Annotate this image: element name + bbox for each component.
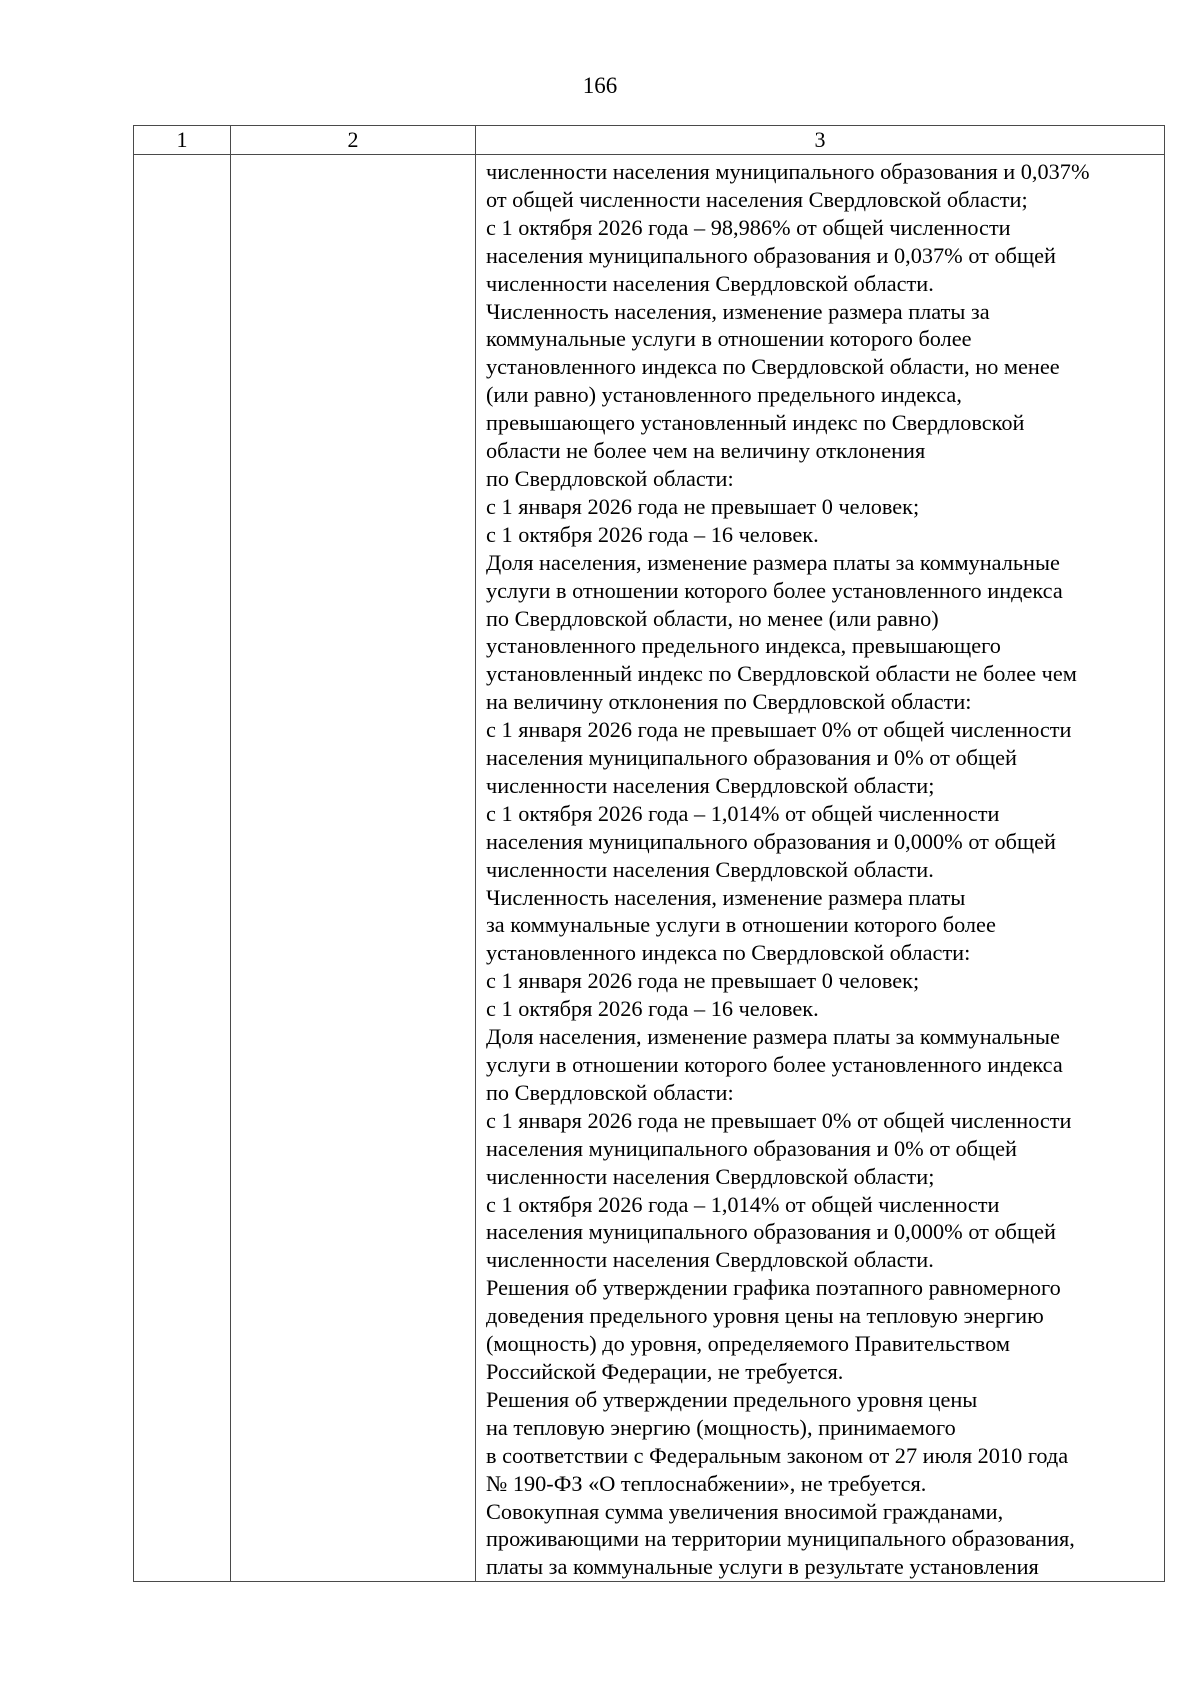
text-line: численности населения муниципального образования и 0,037% [486, 159, 1090, 184]
text-line: численности населения Свердловской области; [486, 1163, 935, 1189]
text-line: (или равно) установленного предельного индекса, [486, 382, 962, 408]
text-line: с 1 октября 2026 года – 1,014% от общей численности [486, 1191, 1000, 1217]
text-line: населения муниципального образования и 0,000% от общей [486, 828, 1056, 854]
text-line: проживающими на территории муниципального образования, [486, 1526, 1075, 1552]
text-line: численности населения Свердловской области. [486, 856, 934, 882]
text-line: по Свердловской области, но менее (или равно) [486, 605, 939, 631]
text-line: населения муниципального образования и 0% от общей [486, 1135, 1017, 1161]
table-row [134, 155, 1165, 1582]
page-number: 166 [582, 73, 618, 98]
text-line: доведения предельного уровня цены на тепловую энергию [486, 1303, 1044, 1329]
text-line: с 1 января 2026 года не превышает 0 человек; [486, 493, 920, 519]
text-line: населения муниципального образования и 0,037% от общей [486, 242, 1056, 268]
text-line: установленного индекса по Свердловской области: [486, 940, 971, 966]
text-line: с 1 октября 2026 года – 98,986% от общей численности [486, 214, 1011, 240]
text-line: Российской Федерации, не требуется. [486, 1358, 844, 1384]
column-header-3: 3 [476, 126, 1165, 155]
text-line: Решения об утверждении предельного уровня цены [486, 1386, 978, 1412]
cell-column-2 [231, 155, 476, 1582]
text-line: Доля населения, изменение размера платы за коммунальные [486, 1024, 1060, 1050]
text-line: численности населения Свердловской области. [486, 270, 934, 296]
text-line: численности населения Свердловской области; [486, 772, 935, 798]
text-line: на величину отклонения по Свердловской области: [486, 689, 972, 715]
column-header-2: 2 [231, 126, 476, 155]
text-line: Совокупная сумма увеличения вносимой гражданами, [486, 1498, 1004, 1524]
text-line: с 1 октября 2026 года – 16 человек. [486, 996, 819, 1022]
text-line: с 1 января 2026 года не превышает 0 человек; [486, 968, 920, 994]
text-line: превышающего установленный индекс по Свердловской [486, 410, 1025, 436]
text-line: установленного индекса по Свердловской области, но менее [486, 354, 1060, 380]
text-line: населения муниципального образования и 0,000% от общей [486, 1219, 1056, 1245]
text-line: с 1 января 2026 года не превышает 0% от общей численности [486, 1107, 1072, 1133]
text-line: Решения об утверждении графика поэтапного равномерного [486, 1275, 1061, 1301]
text-line: от общей численности населения Свердловской области; [486, 186, 1028, 212]
document-table [133, 125, 1165, 1582]
text-line: установленного предельного индекса, превышающего [486, 633, 1001, 659]
text-line: по Свердловской области: [486, 1079, 734, 1105]
text-line: по Свердловской области: [486, 465, 734, 491]
cell-column-3 [476, 155, 1165, 1582]
text-line: с 1 октября 2026 года – 1,014% от общей численности [486, 800, 1000, 826]
text-line: услуги в отношении которого более установленного индекса [486, 1052, 1063, 1077]
text-line: с 1 января 2026 года не превышает 0% от общей численности [486, 717, 1072, 743]
text-line: на тепловую энергию (мощность), принимаемого [486, 1414, 956, 1440]
column-header-1: 1 [134, 126, 231, 155]
text-line: (мощность) до уровня, определяемого Правительством [486, 1331, 1010, 1357]
text-line: услуги в отношении которого более установленного индекса [486, 577, 1063, 603]
text-line: платы за коммунальные услуги в результате установления [486, 1554, 1039, 1580]
text-line: коммунальные услуги в отношении которого более [486, 326, 972, 352]
text-line: № 190-ФЗ «О теплоснабжении», не требуется. [486, 1470, 927, 1496]
text-line: за коммунальные услуги в отношении которого более [486, 912, 996, 938]
text-line: Доля населения, изменение размера платы за коммунальные [486, 549, 1060, 575]
text-line: населения муниципального образования и 0% от общей [486, 745, 1017, 771]
text-line: с 1 октября 2026 года – 16 человек. [486, 521, 819, 547]
text-line: Численность населения, изменение размера платы за [486, 298, 990, 324]
text-line: в соответствии с Федеральным законом от 27 июля 2010 года [486, 1442, 1069, 1468]
cell-column-1 [134, 155, 231, 1582]
text-line: установленный индекс по Свердловской области не более чем [486, 661, 1077, 687]
text-line: Численность населения, изменение размера платы [486, 884, 966, 910]
text-line: численности населения Свердловской области. [486, 1247, 934, 1273]
table-header-row [134, 126, 1165, 155]
text-line: области не более чем на величину отклонения [486, 438, 926, 464]
